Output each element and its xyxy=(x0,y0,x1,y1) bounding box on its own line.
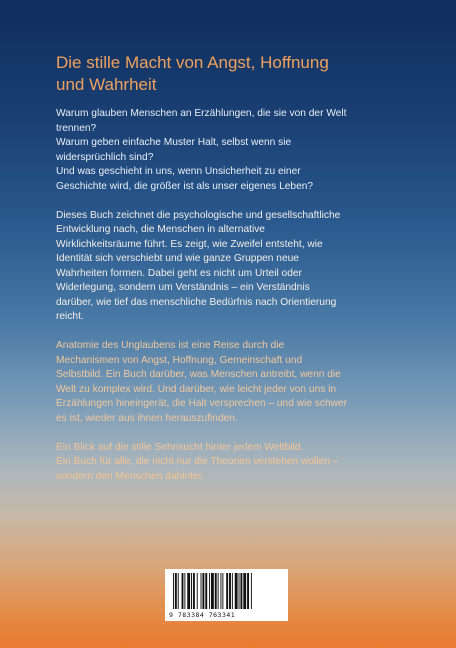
text-line: trennen? xyxy=(56,122,97,134)
text-line: darüber, wie tief das menschliche Bedürfnis nach Orientierung xyxy=(56,296,337,308)
text-line: es ist, wieder aus ihnen herauszufinden. xyxy=(56,412,238,424)
isbn-barcode xyxy=(165,569,288,621)
text-line: Wirklichkeitsräume führt. Es zeigt, wie Zweifel entsteht, wie xyxy=(56,238,323,250)
barcode-bar xyxy=(178,573,179,609)
text-line: Warum geben einfache Muster Halt, selbst wenn sie xyxy=(56,137,292,148)
text-line: Widerlegung, sondern um Verständnis – ein Verständnis xyxy=(56,282,310,293)
blurb-paragraph-questions xyxy=(56,107,416,194)
text-line: Und was geschieht in uns, wenn Unsicherheit zu einer xyxy=(56,166,301,177)
blurb-body xyxy=(56,107,416,499)
text-line: Identität sich verschiebt und wie ganze Gruppen neue xyxy=(56,253,299,264)
text-line: Welt zu komplex wird. Und darüber, wie leicht jeder von uns in xyxy=(56,383,337,395)
barcode-bar xyxy=(232,573,233,609)
text-line: Ein Blick auf die stille Sehnsucht hinter jedem Weltbild. xyxy=(56,441,304,453)
barcode-bar xyxy=(173,573,174,609)
barcode-bar xyxy=(222,573,223,609)
blurb-paragraph-journey xyxy=(56,339,416,426)
text-line: Entwicklung nach, die Menschen in alternative xyxy=(56,224,265,235)
text-line: widersprüchlich sind? xyxy=(56,151,154,163)
barcode-bar xyxy=(243,573,246,609)
barcode-bar xyxy=(209,573,210,609)
text-line: Geschichte wird, die größer ist als unser eigenes Leben? xyxy=(56,180,314,192)
text-line: Anatomie des Unglaubens ist eine Reise durch die xyxy=(56,340,285,351)
text-line: reicht. xyxy=(56,311,84,322)
title-line: Die stille Macht von Angst, Hoffnung xyxy=(56,53,329,72)
barcode-bar xyxy=(191,573,192,609)
text-line: Warum glauben Menschen an Erzählungen, die sie von der Welt xyxy=(56,108,347,119)
text-line: Selbstbild. Ein Buch darüber, was Menschen antreibt, wenn die xyxy=(56,369,341,380)
barcode-bar xyxy=(240,573,242,609)
barcode-bar xyxy=(211,573,214,609)
barcode-bar xyxy=(205,573,207,609)
barcode-bar xyxy=(247,573,249,609)
text-line: Dieses Buch zeichnet die psychologische und gesellschaftliche xyxy=(56,209,341,221)
barcode-bar xyxy=(182,573,184,609)
blurb-paragraph-description xyxy=(56,209,416,325)
text-line: Erzählungen hineingerät, die Halt versprechen – und wie schwer xyxy=(56,398,348,409)
barcode-bar xyxy=(221,573,222,609)
barcode-bar xyxy=(193,573,195,609)
barcode-bar xyxy=(197,573,198,609)
cover-title xyxy=(56,52,416,96)
barcode-bar xyxy=(239,573,240,609)
barcode-bar xyxy=(187,573,190,609)
text-line: Ein Buch für alle, die nicht nur die Theorien verstehen wollen – xyxy=(56,456,339,467)
blurb-paragraph-closing xyxy=(56,441,416,485)
barcode-bar xyxy=(184,573,185,609)
barcode-bar xyxy=(235,573,238,609)
barcode-bar xyxy=(215,573,217,609)
text-line: sondern den Menschen dahinter. xyxy=(56,470,205,482)
barcode-bar xyxy=(175,573,177,609)
barcode-bar xyxy=(218,573,219,609)
barcode-bar xyxy=(226,573,228,609)
text-line: Wahrheiten formen. Dabei geht es nicht um Urteil oder xyxy=(56,267,302,279)
title-line: und Wahrheit xyxy=(56,75,157,94)
barcode-bar xyxy=(229,573,231,609)
barcode-bar xyxy=(202,573,204,609)
barcode-digits: 9 783384 763341 xyxy=(169,611,236,619)
barcode-bar xyxy=(251,573,252,609)
barcode-bar xyxy=(201,573,202,609)
text-line: Mechanismen von Angst, Hoffnung, Gemeinschaft und xyxy=(56,354,303,366)
